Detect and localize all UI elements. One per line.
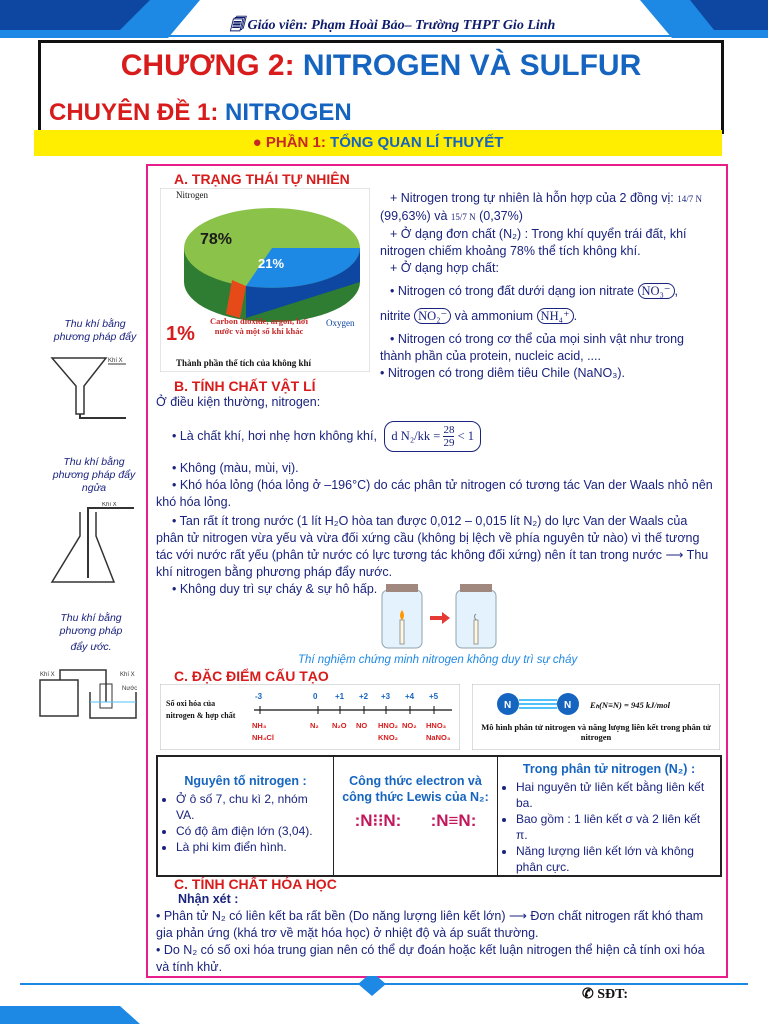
part-name: TỔNG QUAN LÍ THUYẾT	[330, 134, 504, 151]
density-fraction	[443, 424, 454, 449]
nitrate-line: • Nitrogen có trong đất dưới dạng ion nitrate NO₃⁻ ,	[390, 284, 678, 298]
ox-compound: N₂O	[332, 721, 347, 730]
oxidation-state-diagram	[160, 684, 460, 750]
lewis-electron-formula: :N⁝⁝N:	[354, 811, 402, 830]
ammonium-ion: NH₄⁺	[537, 308, 574, 324]
mol-atom-1: N	[504, 700, 512, 711]
teacher-text: Giáo viên: Phạm Hoài Bảo– Trường THPT Gio Linh	[247, 18, 556, 33]
col1-item: • Là phi kim điển hình.	[176, 839, 327, 855]
pie-oxygen-label: Oxygen	[326, 318, 355, 328]
nitrite-ion: NO₂⁻	[414, 308, 451, 324]
col1-item: • Có độ âm điện lớn (3,04).	[176, 823, 327, 839]
pie-other-text: Carbon dioxide, argon, hơi nước và một số khí khác	[210, 316, 308, 336]
col1-list	[164, 791, 327, 855]
col3-list	[504, 779, 714, 875]
col3-item: • Hai nguyên tử liên kết bằng liên kết ba.	[516, 779, 714, 811]
table-col-lewis	[334, 757, 498, 875]
pie-nitrogen-label: Nitrogen	[176, 190, 208, 200]
phone-label: ✆ SĐT:	[582, 987, 629, 1002]
remark-heading: Nhận xét :	[178, 892, 239, 906]
topic-title	[49, 99, 352, 127]
col3-heading: Trong phân tử nitrogen (N₂) :	[522, 762, 696, 776]
remark-1: • Phân tử N₂ có liên kết ba rất bền (Do năng lượng liên kết lớn) ⟶ Đơn chất nitrogen rất khó tham gia phản ứng (khá trơ về mặt hóa học) ở nhiệt độ và áp suất thường.	[156, 909, 704, 940]
section-d-title: C. TÍNH CHẤT HÓA HỌC	[174, 876, 337, 892]
ox-compound-2: NH₄Cl	[252, 733, 274, 742]
col3-item: • Bao gồm : 1 liên kết σ và 2 liên kết π.	[516, 811, 714, 843]
ox-compound: NO	[356, 721, 368, 730]
pie-nitrogen-percent: 78%	[200, 231, 233, 248]
density-denominator: 29	[443, 437, 455, 449]
col1-item: • Ở ô số 7, chu kì 2, nhóm VA.	[176, 791, 327, 823]
pie-caption: Thành phần thể tích của không khí	[176, 358, 312, 368]
table-col-molecule	[498, 757, 720, 875]
diagram3-khix-label: Khí X	[40, 672, 55, 678]
isotope-n15: 15/7 N	[450, 212, 476, 222]
isotope-line: + Nitrogen trong tự nhiên là hỗn hợp của 2 đồng vị:	[390, 191, 674, 205]
combustion-experiment-illustration	[376, 580, 506, 652]
side-note-3: Thu khí bằng phương pháp	[59, 612, 123, 637]
section-b-text	[156, 394, 718, 598]
col2-heading: Công thức electron và công thức Lewis của N₂:	[342, 774, 489, 804]
ox-value: +3	[381, 692, 391, 701]
pie-other-percent: 1%	[166, 323, 195, 345]
footer-decoration	[0, 976, 768, 1024]
title-box	[38, 40, 724, 134]
mol-energy: Eₕ(N≡N) = 945 kJ/mol	[590, 700, 670, 710]
colorless-line: • Không (màu, mùi, vị).	[172, 461, 299, 475]
chapter-title	[41, 49, 721, 83]
ox-compound: N₂	[310, 721, 319, 730]
nitrate-ion: NO₃⁻	[638, 283, 675, 299]
isotope-percent-2: (0,37%)	[479, 209, 523, 223]
section-a-title: A. TRẠNG THÁI TỰ NHIÊN	[174, 171, 350, 187]
nitrate-text: • Nitrogen có trong đất dưới dạng ion nitrate	[390, 284, 635, 298]
pie-oxygen-percent: 21%	[258, 256, 285, 271]
ox-compound-2: KNO₂	[378, 733, 398, 742]
structure-table	[156, 755, 722, 877]
ammonium-text: và ammonium	[454, 309, 534, 323]
ox-compound: HNO₂	[378, 721, 398, 730]
lighter-than-air-text: • Là chất khí, hơi nhẹ hơn không khí,	[172, 429, 377, 443]
chile-saltpeter-line: • Nitrogen có trong diêm tiêu Chile (NaNO₃).	[380, 366, 625, 380]
ox-value: -3	[255, 692, 263, 701]
nitrite-line: nitrite NO₂⁻ và ammonium NH₄⁺ .	[380, 309, 578, 323]
part-bar	[34, 130, 722, 156]
solubility-line: • Tan rất ít trong nước (1 lít H₂O hòa tan được 0,012 – 0,015 lít N₂) do lực Van der Waals của phân tử nitrogen vừa yếu và vừa đối xứng cầu (không bị lệch về phía nguyên tử nào) vì thế tương tác với nước rất yếu (phân tử nước có lực tương tác không đối xứng) nên ít tan trong nước ⟶ Thu khí nitrogen bằng phương pháp đẩy nước.	[156, 514, 709, 579]
ox-compound: HNO₃	[426, 721, 447, 730]
organism-line: • Nitrogen có trong cơ thể của mọi sinh vật như trong thành phần của protein, nucleic acid, ....	[380, 332, 685, 363]
mol-atom-2: N	[564, 700, 572, 711]
no-combustion-line: • Không duy trì sự cháy & sự hô hấp.	[172, 582, 378, 596]
col1-heading: Nguyên tố nitrogen :	[184, 774, 307, 788]
topic-name: NITROGEN	[225, 99, 352, 126]
chapter-number: CHƯƠNG 2:	[120, 49, 295, 82]
experiment-caption: Thí nghiệm chứng minh nitrogen không duy trì sự cháy	[298, 654, 578, 666]
section-b-title: B. TÍNH CHẤT VẬT LÍ	[174, 378, 316, 394]
collection-diagram-1	[46, 352, 136, 422]
ox-label-2: nitrogen & hợp chất	[166, 711, 236, 720]
isotope-percent-1: (99,63%) và	[380, 209, 448, 223]
ox-value: +2	[359, 692, 369, 701]
ox-value: +5	[429, 692, 439, 701]
part-number: ● PHẦN 1:	[252, 134, 326, 151]
side-note-2: Thu khí bằng phương pháp đẩy ngửa	[52, 456, 136, 494]
section-a-isotopes-2	[380, 208, 714, 226]
nitrogen-molecule-model	[472, 684, 720, 750]
physical-intro: Ở điều kiện thường, nitrogen:	[156, 395, 321, 409]
density-numerator: 28	[443, 424, 455, 436]
diagram2-khix-label: Khí X	[102, 502, 117, 508]
ox-label-1: Số oxi hóa của	[166, 699, 216, 708]
section-a-isotopes	[380, 190, 714, 208]
ox-compound: NO₂	[402, 721, 417, 730]
isotope-n14: 14/7 N	[677, 194, 702, 204]
lewis-structure-formula: :N≡N:	[430, 811, 477, 830]
part-title	[34, 134, 722, 151]
collection-diagram-3	[36, 662, 142, 722]
ox-compound: NH₃	[252, 721, 267, 730]
teacher-line: 🗐 Giáo viên: Phạm Hoài Bảo– Trường THPT Gio Linh	[230, 18, 556, 33]
nitrite-text: nitrite	[380, 309, 411, 323]
diagram1-khix-label: Khí X	[108, 358, 123, 364]
diagram3-khix-label-2: Khí X	[120, 672, 135, 678]
section-a-text	[380, 190, 714, 382]
collection-diagram-2	[44, 502, 140, 588]
air-composition-pie-chart	[160, 188, 370, 372]
lighter-than-air-line	[156, 421, 718, 452]
compound-form-line: + Ở dạng hợp chất:	[390, 261, 499, 275]
ox-value: +4	[405, 692, 415, 701]
col3-item: • Năng lượng liên kết lớn và không phân cực.	[516, 843, 714, 875]
density-formula-left: d N₂/kk =	[391, 429, 441, 443]
diagram3-nuoc-label: Nước	[122, 686, 138, 692]
table-col-element	[158, 757, 334, 875]
remark-2: • Do N₂ có số oxi hóa trung gian nên có thể dự đoán hoặc kết luận nitrogen thể hiện cả tính oxi hóa và tính khử.	[156, 943, 705, 974]
ox-compound-2: NaNO₃	[426, 733, 451, 742]
topic-number: CHUYÊN ĐỀ 1:	[49, 99, 219, 126]
section-d-text	[156, 891, 718, 976]
ox-value: +1	[335, 692, 345, 701]
section-c-title: C. ĐẶC ĐIỂM CẤU TẠO	[174, 668, 329, 684]
density-formula	[384, 421, 481, 452]
side-note-3b: đẩy ước.	[70, 641, 112, 653]
liquefaction-line: • Khó hóa lỏng (hóa lỏng ở –196°C) do các phân tử nitrogen có tương tác Van der Waals nhỏ nên khó hóa lỏng.	[156, 478, 713, 509]
chapter-name: NITROGEN VÀ SULFUR	[302, 49, 642, 82]
elemental-form-line: + Ở dạng đơn chất (N₂) : Trong khí quyển trái đất, khí nitrogen chiếm khoảng 78% thể tích không khí.	[380, 227, 687, 258]
lewis-formulas	[340, 811, 491, 831]
ox-value: 0	[313, 692, 318, 701]
side-note-1: Thu khí bằng phương pháp đẩy	[53, 318, 137, 343]
mol-caption: Mô hình phân tử nitrogen và năng lượng liên kết trong phân tử nitrogen	[481, 722, 711, 742]
density-tail: < 1	[457, 429, 475, 443]
